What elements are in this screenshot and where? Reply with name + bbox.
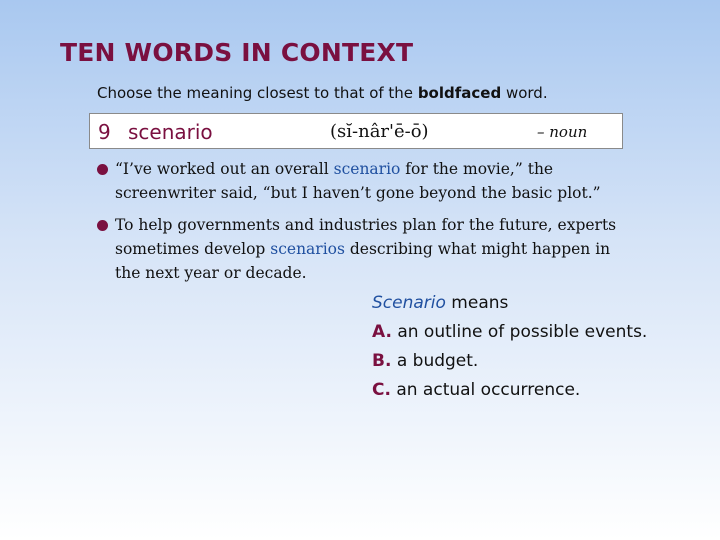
question-block [372, 289, 647, 405]
example-line-2: screenwriter said, “but I haven’t gone beyond the basic plot.” [115, 184, 601, 202]
instruction-suffix: word. [501, 84, 548, 102]
example-keyword: scenarios [270, 240, 345, 258]
word-entry-box [89, 113, 623, 149]
example-suffix: for the movie,” the [400, 160, 554, 178]
option-letter: C. [372, 380, 391, 400]
bullet-dot-icon [97, 164, 108, 175]
answer-option-a[interactable] [372, 318, 647, 347]
page-title: TEN WORDS IN CONTEXT [60, 38, 414, 67]
pronunciation: (sĭ-nâr'ē-ō) [330, 121, 429, 142]
option-text: a budget. [391, 351, 479, 371]
example-text [115, 213, 637, 285]
answer-option-b[interactable] [372, 347, 647, 376]
example-sentence-2 [97, 213, 637, 285]
option-text: an outline of possible events. [391, 322, 648, 342]
example-suffix: describing what might happen in [344, 240, 611, 258]
example-prefix: “I’ve worked out an overall [115, 160, 334, 178]
instruction-bold-word: boldfaced [417, 84, 502, 102]
part-of-speech: – noun [537, 123, 588, 141]
bullet-dot-icon [97, 220, 108, 231]
example-prefix: sometimes develop [115, 240, 271, 258]
option-letter: A. [372, 322, 392, 342]
word-number: 9 [98, 120, 111, 144]
answer-option-c[interactable] [372, 376, 647, 405]
question-lead-word: Scenario [372, 293, 446, 313]
example-keyword: scenario [333, 160, 401, 178]
instruction-prefix: Choose the meaning closest to that of the [97, 84, 418, 102]
vocabulary-word: scenario [128, 120, 213, 144]
example-sentence-1 [97, 157, 637, 205]
option-text: an actual occurrence. [390, 380, 581, 400]
example-text [115, 157, 637, 205]
example-line-3: the next year or decade. [115, 264, 307, 282]
question-prompt [372, 289, 647, 318]
question-lead-rest: means [445, 293, 509, 313]
instruction-text [97, 84, 548, 102]
example-line-1: To help governments and industries plan for the future, experts [115, 216, 617, 234]
option-letter: B. [372, 351, 392, 371]
